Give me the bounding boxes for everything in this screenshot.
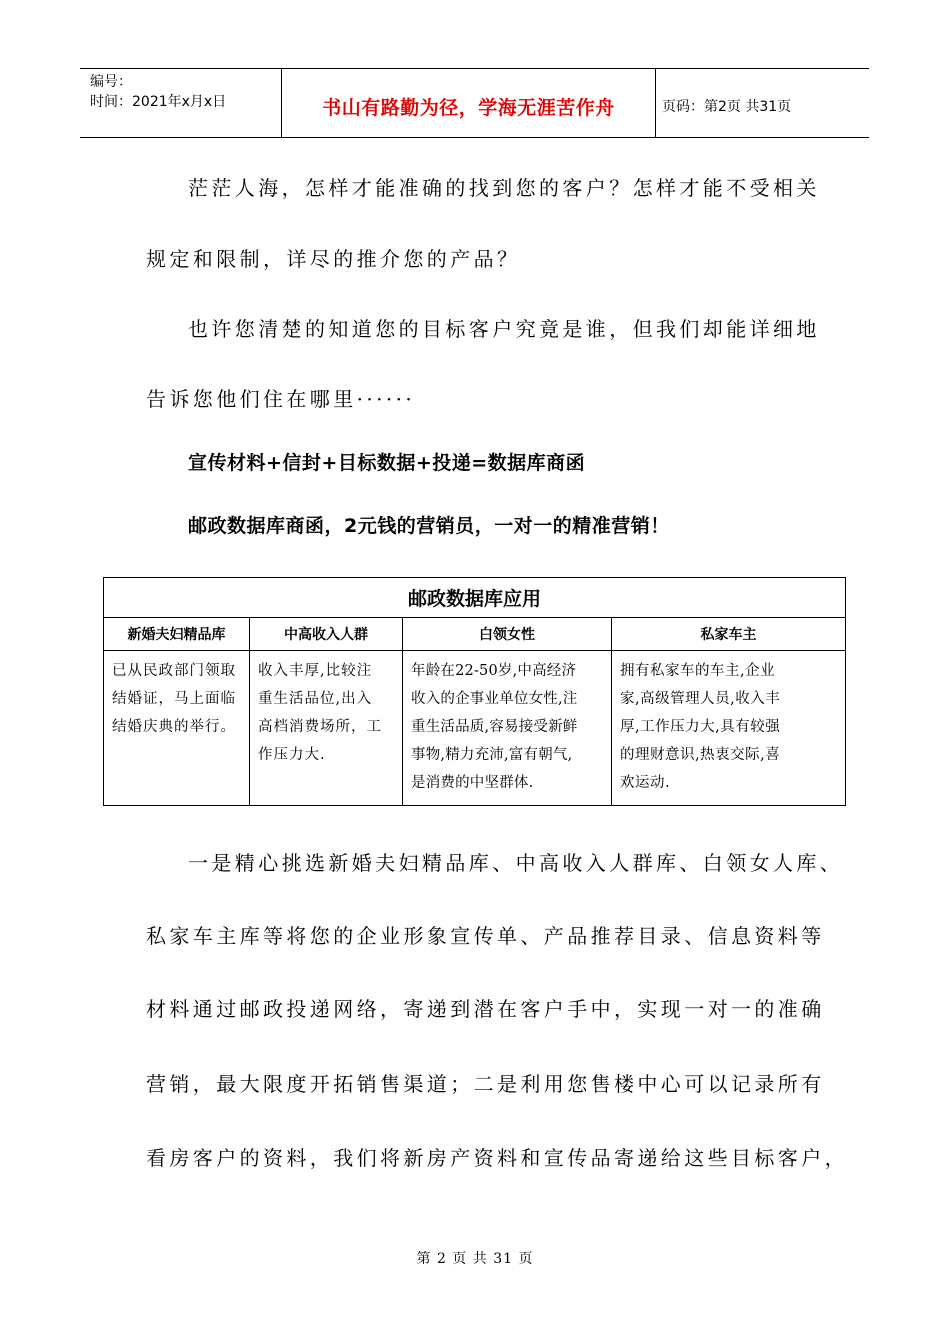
body-line-2: 私家车主库等将您的企业形象宣传单、产品推荐目录、信息资料等 [146, 924, 825, 948]
intro-paragraph-line-4: 告诉您他们住在哪里······ [146, 387, 416, 411]
cell-line: 作压力大. [258, 747, 326, 763]
body-line-5: 看房客户的资料，我们将新房产资料和宣传品寄递给这些目标客户， [146, 1146, 848, 1170]
table-cell-newlywed [104, 651, 250, 806]
cell-line: 年龄在22-50岁,中高经济 [411, 663, 577, 679]
cell-line: 家,高级管理人员,收入丰 [620, 691, 781, 707]
cell-line: 已从民政部门领取 [112, 663, 236, 679]
cell-line: 的理财意识,热衷交际,喜 [620, 747, 781, 763]
table-header-row [104, 618, 846, 651]
intro-paragraph-line-3: 也许您清楚的知道您的目标客户究竟是谁，但我们却能详细地 [188, 317, 820, 341]
cell-line: 收入丰厚,比较注 [258, 663, 373, 679]
slogan-heading: 邮政数据库商函，2元钱的营销员，一对一的精准营销！ [188, 515, 670, 537]
body-line-3: 材料通过邮政投递网络，寄递到潜在客户手中，实现一对一的准确 [146, 997, 825, 1021]
table-header-newlywed: 新婚夫妇精品库 [104, 618, 250, 651]
cell-line: 是消费的中坚群体. [411, 775, 534, 791]
cell-line: 拥有私家车的车主,企业 [620, 663, 776, 679]
cell-line: 收入的企事业单位女性,注 [411, 691, 578, 707]
cell-line: 重生活品质,容易接受新鲜 [411, 719, 578, 735]
intro-paragraph-line-1: 茫茫人海，怎样才能准确的找到您的客户？怎样才能不受相关 [188, 176, 820, 200]
document-time-label: 时间：2021年x月x日 [90, 94, 227, 110]
cell-line: 结婚证，马上面临 [112, 691, 236, 707]
table-caption: 邮政数据库应用 [104, 578, 846, 618]
page-footer: 第 2 页 共 31 页 [416, 1251, 534, 1267]
body-line-1: 一是精心挑选新婚夫妇精品库、中高收入人群库、白领女人库、 [188, 851, 844, 875]
cell-line: 事物,精力充沛,富有朝气, [411, 747, 573, 763]
table-row [104, 651, 846, 806]
cell-line: 欢运动. [620, 775, 671, 791]
table-header-high-income: 中高收入人群 [250, 618, 403, 651]
page-header [80, 68, 869, 138]
cell-line: 厚,工作压力大,具有较强 [620, 719, 781, 735]
table-cell-white-collar [403, 651, 612, 806]
body-line-4: 营销，最大限度开拓销售渠道；二是利用您售楼中心可以记录所有 [146, 1072, 825, 1096]
table-header-white-collar: 白领女性 [403, 618, 612, 651]
cell-line: 高档消费场所，工 [258, 719, 382, 735]
header-meta [80, 69, 282, 137]
formula-heading: 宣传材料+信封+目标数据+投递=数据库商函 [188, 452, 586, 474]
table-cell-high-income [250, 651, 403, 806]
document-number-label: 编号： [90, 74, 132, 90]
cell-line: 结婚庆典的举行。 [112, 719, 236, 735]
table-header-car-owner: 私家车主 [612, 618, 846, 651]
cell-line: 重生活品位,出入 [258, 691, 373, 707]
intro-paragraph-line-2: 规定和限制，详尽的推介您的产品？ [146, 247, 521, 271]
header-page-info: 页码：第2页 共31页 [662, 99, 792, 115]
table-cell-car-owner [612, 651, 846, 806]
database-application-table [103, 577, 846, 806]
header-motto: 书山有路勤为径，学海无涯苦作舟 [282, 69, 656, 137]
